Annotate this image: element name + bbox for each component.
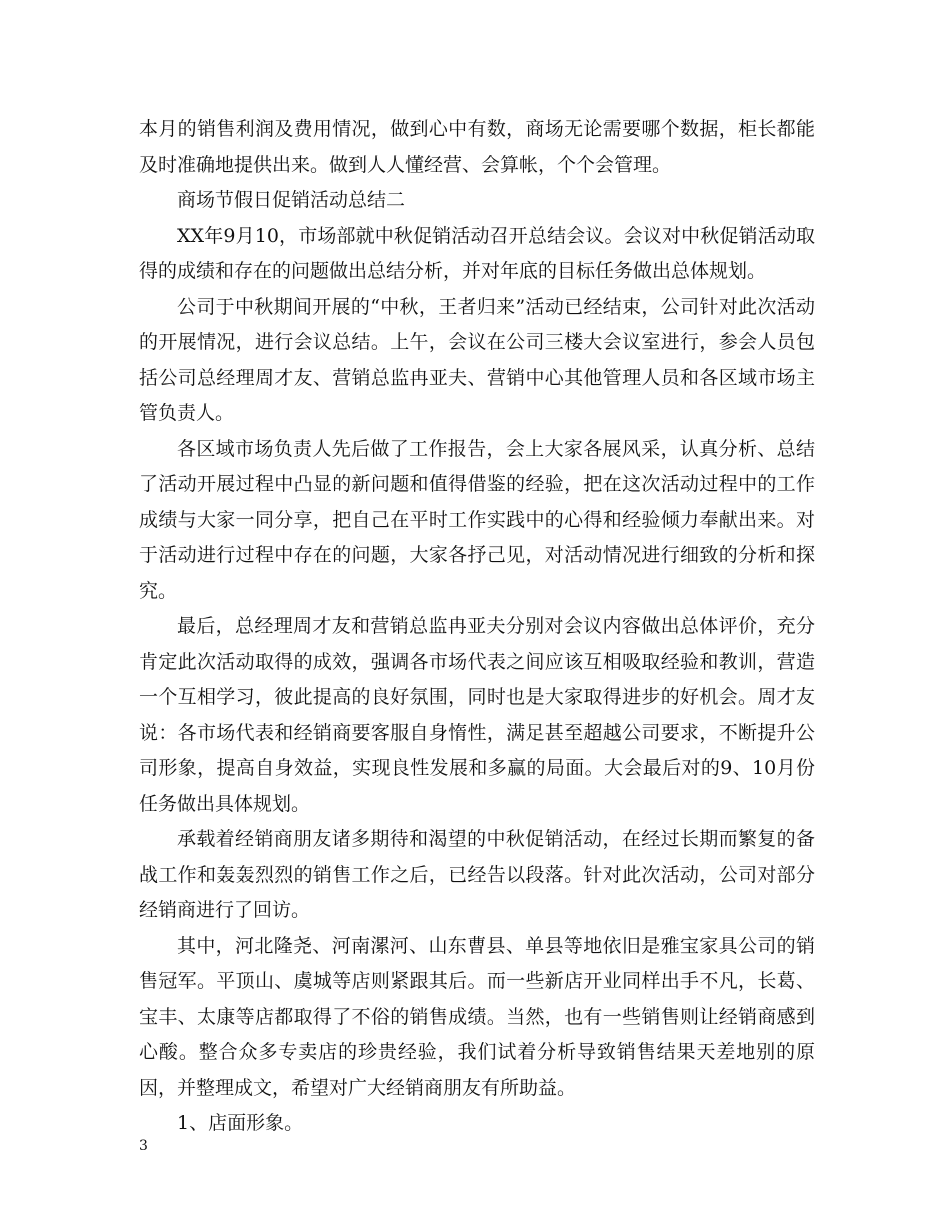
paragraph-dealer-followup: 承载着经销商朋友诸多期待和渴望的中秋促销活动，在经过长期而繁复的备战工作和轰轰烈烈的销售工作之后，已经告以段落。针对此次活动，公司对部分经销商进行了回访。 [139, 828, 815, 921]
paragraph-closing-remarks: 最后，总经理周才友和营销总监冉亚夫分别对会议内容做出总体评价，充分肯定此次活动取得的成效，强调各市场代表之间应该互相吸取经验和教训，营造一个互相学习，彼此提高的良好氛围，同时也是大家取得进步的好机会。周才友说：各市场代表和经销商要客服自身惰性，满足甚至超越公司要求，不断提升公司形象，提高自身效益，实现良性发展和多赢的局面。大会最后对的9、10月份任务做出具体规划。 [139, 615, 815, 815]
paragraph-regional-reports: 各区域市场负责人先后做了工作报告，会上大家各展风采，认真分析、总结了活动开展过程中凸显的新问题和值得借鉴的经验，把在这次活动过程中的工作成绩与大家一同分享，把自己在平时工作实践中的心得和经验倾力奉献出来。对于活动进行过程中存在的问题，大家各抒己见，对活动情况进行细致的分析和探究。 [139, 437, 815, 602]
list-item-store-image: 1、店面形象。 [177, 1112, 304, 1134]
page-number: 3 [139, 1138, 148, 1154]
paragraph-meeting-intro: XX年9月10，市场部就中秋促销活动召开总结会议。会议对中秋促销活动取得的成绩和存在的问题做出总结分析，并对年底的目标任务做出总体规划。 [139, 224, 815, 282]
section-heading: 商场节假日促销活动总结二 [177, 189, 406, 211]
document-body [139, 112, 815, 1142]
paragraph-sales-results: 其中，河北隆尧、河南漯河、山东曹县、单县等地依旧是雅宝家具公司的销售冠军。平顶山、虞城等店则紧跟其后。而一些新店开业同样出手不凡，长葛、宝丰、太康等店都取得了不俗的销售成绩。当然，也有一些销售则让经销商感到心酸。整合众多专卖店的珍贵经验，我们试着分析导致销售结果天差地别的原因，并整理成文，希望对广大经销商朋友有所助益。 [139, 934, 815, 1099]
paragraph-continuation: 本月的销售利润及费用情况，做到心中有数，商场无论需要哪个数据，柜长都能及时准确地提供出来。做到人人懂经营、会算帐，个个会管理。 [139, 118, 815, 176]
paragraph-activity-summary: 公司于中秋期间开展的“中秋，王者归来”活动已经结束，公司针对此次活动的开展情况，进行会议总结。上午，会议在公司三楼大会议室进行，参会人员包括公司总经理周才友、营销总监冉亚夫、营销中心其他管理人员和各区域市场主管负责人。 [139, 295, 815, 424]
